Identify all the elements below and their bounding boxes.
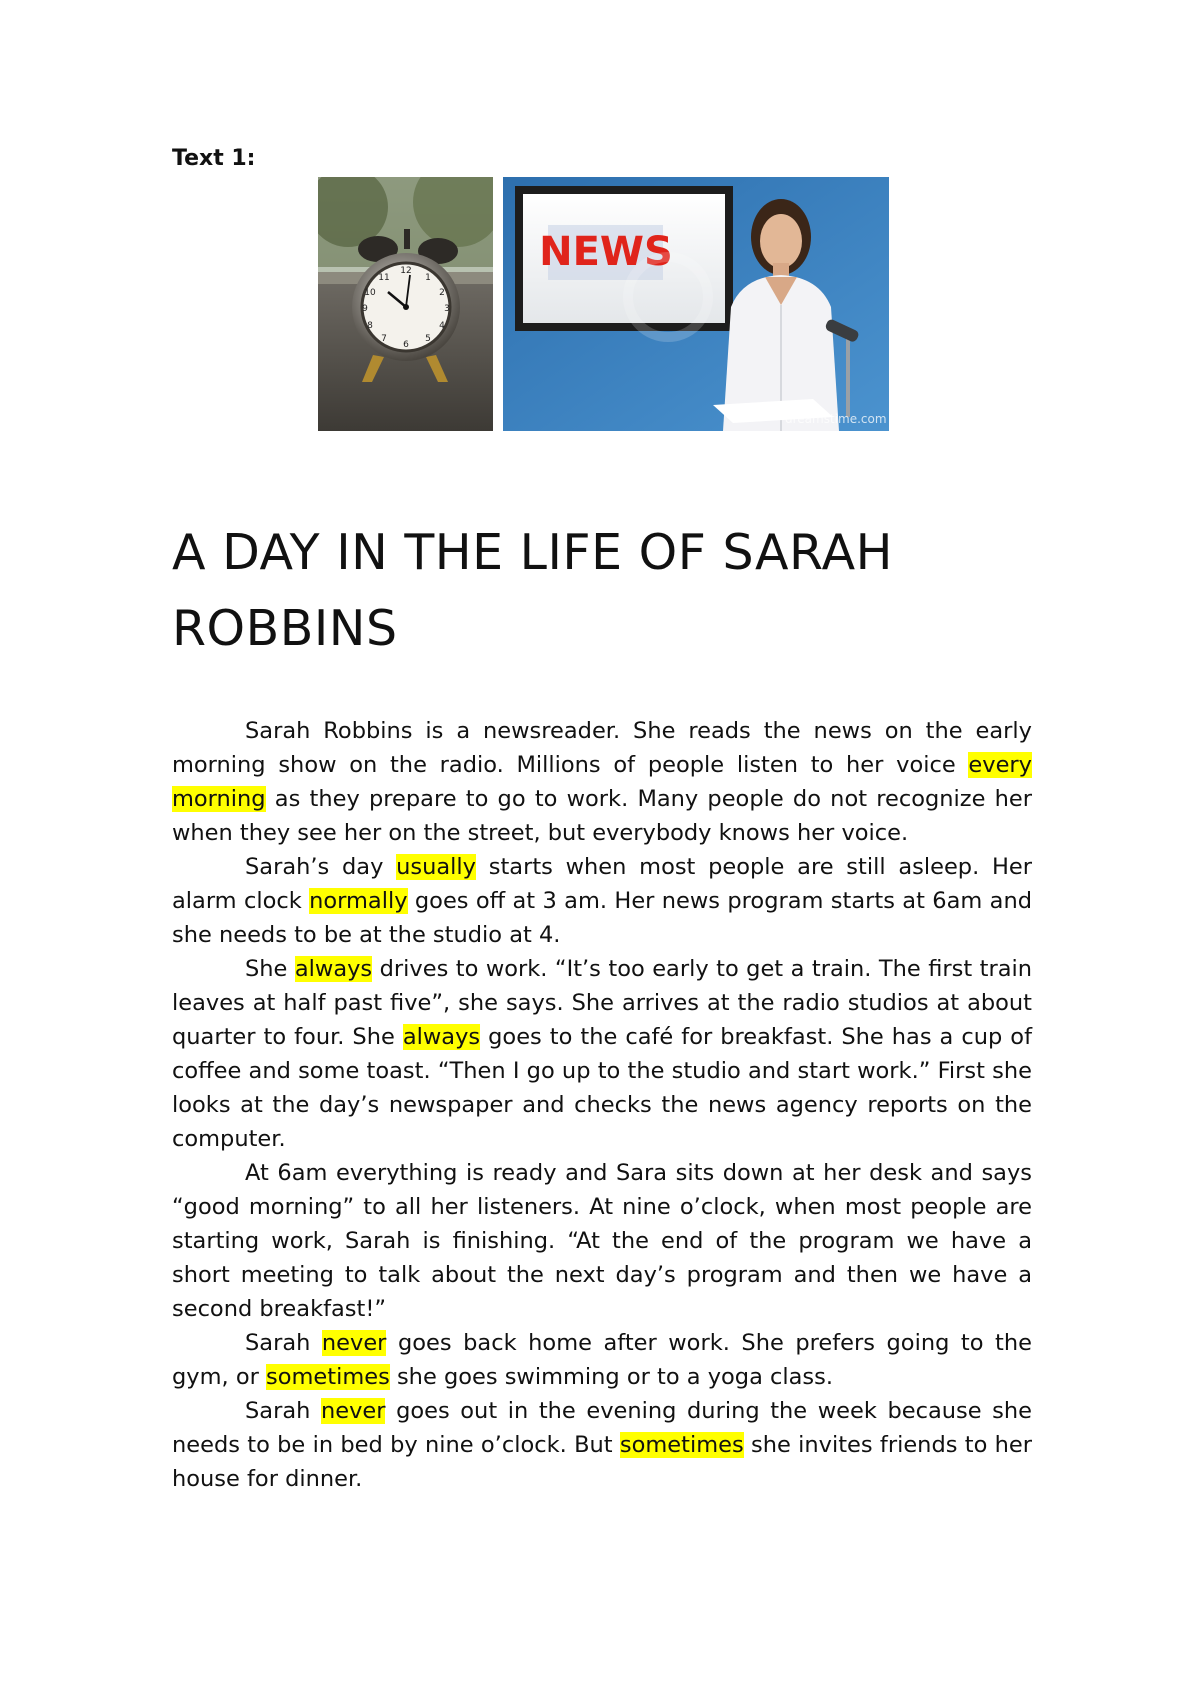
alarm-clock-photo: [318, 177, 493, 431]
paragraph-text: she goes swimming or to a yoga class.: [389, 1364, 834, 1390]
page-label: Text 1:: [172, 146, 256, 171]
dreamstime-watermark: dreamstime.com: [785, 412, 887, 426]
svg-text:4: 4: [439, 321, 445, 331]
paragraph-text: Sarah Robbins is a newsreader. She reads the news on the early morning show on the radio. Millions of people listen to her voice: [172, 718, 1032, 778]
paragraph-text: Sarah: [245, 1330, 322, 1356]
svg-text:5: 5: [425, 334, 431, 344]
paragraph-text: goes off at 3 am. Her news program starts at 6am and she needs to be at the studio at 4.: [172, 888, 1032, 948]
highlighted-phrase: always: [402, 1024, 481, 1050]
paragraph-text: She: [245, 956, 295, 982]
highlighted-phrase: usually: [396, 854, 476, 880]
highlighted-phrase: never: [321, 1330, 387, 1356]
highlighted-phrase: every morning: [172, 752, 1032, 812]
svg-text:12: 12: [400, 266, 412, 276]
article-paragraph: [172, 952, 1032, 1156]
news-logo-text: NEWS: [539, 229, 673, 275]
paragraph-text: as they prepare to go to work. Many people do not recognize her when they see her on the street, but everybody knows her voice.: [172, 786, 1032, 846]
svg-text:9: 9: [362, 304, 368, 314]
paragraph-text: goes to the café for breakfast. She has a cup of coffee and some toast. “Then I go up to the studio and start work.” First she looks at the day’s newspaper and checks the news agency reports on the computer.: [172, 1024, 1032, 1152]
article-paragraph: [172, 850, 1032, 952]
svg-text:2: 2: [439, 288, 445, 298]
article-title: A DAY IN THE LIFE OF SARAH ROBBINS: [172, 524, 893, 657]
svg-text:6: 6: [403, 340, 409, 350]
svg-text:11: 11: [378, 273, 390, 283]
svg-text:3: 3: [444, 304, 450, 314]
article-paragraph: [172, 1326, 1032, 1394]
highlighted-phrase: never: [320, 1398, 386, 1424]
article-paragraph: [172, 1156, 1032, 1326]
paragraph-text: goes back home after work. She prefers going to the gym, or: [172, 1330, 1032, 1390]
svg-text:8: 8: [367, 321, 373, 331]
article-body: [172, 714, 1032, 1496]
header-photos: [318, 177, 889, 431]
highlighted-phrase: normally: [309, 888, 408, 914]
highlighted-phrase: always: [294, 956, 373, 982]
svg-text:1: 1: [425, 273, 431, 283]
article-paragraph: [172, 1394, 1032, 1496]
article-paragraph: [172, 714, 1032, 850]
svg-text:7: 7: [381, 334, 387, 344]
highlighted-phrase: sometimes: [266, 1364, 390, 1390]
paragraph-text: she invites friends to her house for dinner.: [172, 1432, 1032, 1492]
svg-text:10: 10: [364, 288, 376, 298]
paragraph-text: Sarah’s day: [245, 854, 397, 880]
paragraph-text: starts when most people are still asleep. Her alarm clock: [172, 854, 1032, 914]
paragraph-text: drives to work. “It’s too early to get a train. The first train leaves at half past five”, she says. She arrives at the radio studios at about quarter to four. She: [172, 956, 1033, 1050]
paragraph-text: Sarah: [245, 1398, 321, 1424]
paragraph-text: goes out in the evening during the week because she needs to be in bed by nine o’clock. But: [172, 1398, 1032, 1458]
paragraph-text: At 6am everything is ready and Sara sits down at her desk and says “good morning” to all her listeners. At nine o’clock, when most people are starting work, Sarah is finishing. “At the end of the program we have a short meeting to talk about the next day’s program and then we have a second breakfast!”: [172, 1160, 1032, 1322]
newsreader-photo: [503, 177, 889, 431]
highlighted-phrase: sometimes: [619, 1432, 744, 1458]
